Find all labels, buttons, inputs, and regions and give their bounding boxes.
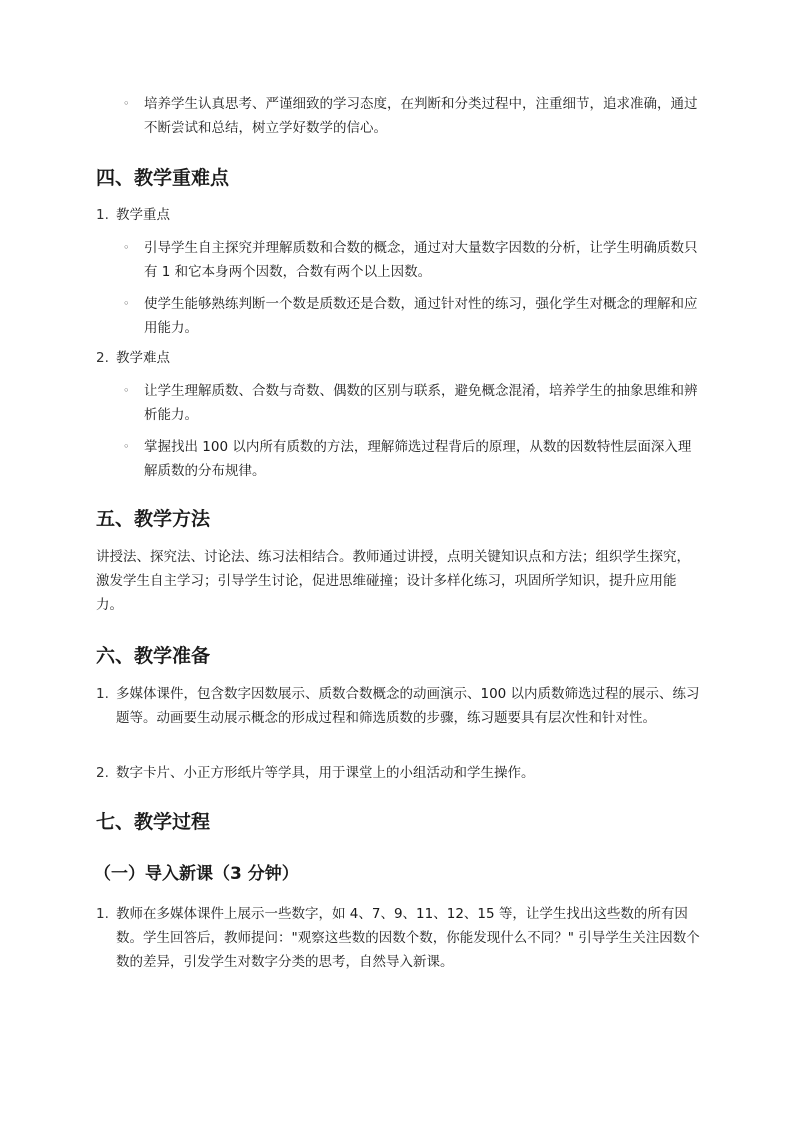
bullet-dot-icon: ◦ xyxy=(123,97,130,110)
item-number: 1. xyxy=(96,207,109,223)
item-label: 教学难点 xyxy=(116,350,170,366)
item-text: 教师在多媒体课件上展示一些数字，如 4、7、9、11、12、15 等，让学生找出这些数的所有因数。学生回答后，教师提问："观察这些数的因数个数，你能发现什么不同？" 引导学生关注因数个数的差异，引发学生对数字分类的思考，自然导入新课。 xyxy=(116,906,700,970)
bullet-text: 让学生理解质数、合数与奇数、偶数的区别与联系，避免概念混淆，培养学生的抽象思维和辨析能力。 xyxy=(144,383,698,423)
bullet-item xyxy=(96,92,702,140)
section4-item-1-bullet-2 xyxy=(96,292,702,340)
methods-paragraph: 讲授法、探究法、讨论法、练习法相结合。教师通过讲授，点明关键知识点和方法；组织学生探究，激发学生自主学习；引导学生讨论，促进思维碰撞；设计多样化练习，巩固所学知识，提升应用能力。 xyxy=(96,549,690,613)
section4-item-1-bullet-1 xyxy=(96,236,702,284)
section4-heading: 四、教学重难点 xyxy=(96,167,230,189)
item-number: 2. xyxy=(96,350,109,366)
section6-item-1 xyxy=(96,682,702,730)
bullet-text: 使学生能够熟练判断一个数是质数还是合数，通过针对性的练习，强化学生对概念的理解和应用能力。 xyxy=(144,296,698,336)
section4-item-2-bullet-2 xyxy=(96,435,702,483)
section6-item-2 xyxy=(96,761,702,785)
bullet-item xyxy=(96,292,702,340)
section7-item-1 xyxy=(96,902,702,974)
bullet-item xyxy=(96,236,702,284)
item-text: 多媒体课件，包含数字因数展示、质数合数概念的动画演示、100 以内质数筛选过程的展示、练习题等。动画要生动展示概念的形成过程和筛选质数的步骤，练习题要具有层次性和针对性。 xyxy=(116,686,700,726)
section6-heading: 六、教学准备 xyxy=(96,645,211,667)
item-number: 2. xyxy=(96,765,109,781)
numbered-item xyxy=(96,902,702,974)
item-label: 教学重点 xyxy=(116,207,170,223)
section4-item-2 xyxy=(96,346,702,370)
section5-heading: 五、教学方法 xyxy=(96,508,211,530)
bullet-dot-icon: ◦ xyxy=(123,297,130,310)
item-number: 1. xyxy=(96,686,109,702)
subsection-intro-heading: （一）导入新课（3 分钟） xyxy=(94,864,299,884)
bullet-dot-icon: ◦ xyxy=(123,241,130,254)
bullet-dot-icon: ◦ xyxy=(123,384,130,397)
attitude-bullet xyxy=(96,92,702,140)
numbered-item xyxy=(96,203,702,227)
bullet-text: 培养学生认真思考、严谨细致的学习态度，在判断和分类过程中，注重细节，追求准确，通过不断尝试和总结，树立学好数学的信心。 xyxy=(144,96,698,136)
bullet-item xyxy=(96,379,702,427)
section4-item-2-bullet-1 xyxy=(96,379,702,427)
numbered-item xyxy=(96,346,702,370)
numbered-item xyxy=(96,761,702,785)
bullet-text: 掌握找出 100 以内所有质数的方法，理解筛选过程背后的原理，从数的因数特性层面深入理解质数的分布规律。 xyxy=(144,439,692,479)
bullet-item xyxy=(96,435,702,483)
section4-item-1 xyxy=(96,203,702,227)
section5-paragraph-block xyxy=(96,545,702,617)
numbered-item xyxy=(96,682,702,730)
bullet-text: 引导学生自主探究并理解质数和合数的概念，通过对大量数字因数的分析，让学生明确质数只有 1 和它本身两个因数，合数有两个以上因数。 xyxy=(144,240,698,280)
item-text: 数字卡片、小正方形纸片等学具，用于课堂上的小组活动和学生操作。 xyxy=(116,765,535,781)
item-number: 1. xyxy=(96,906,109,922)
section7-heading: 七、教学过程 xyxy=(96,811,211,833)
bullet-dot-icon: ◦ xyxy=(123,440,130,453)
